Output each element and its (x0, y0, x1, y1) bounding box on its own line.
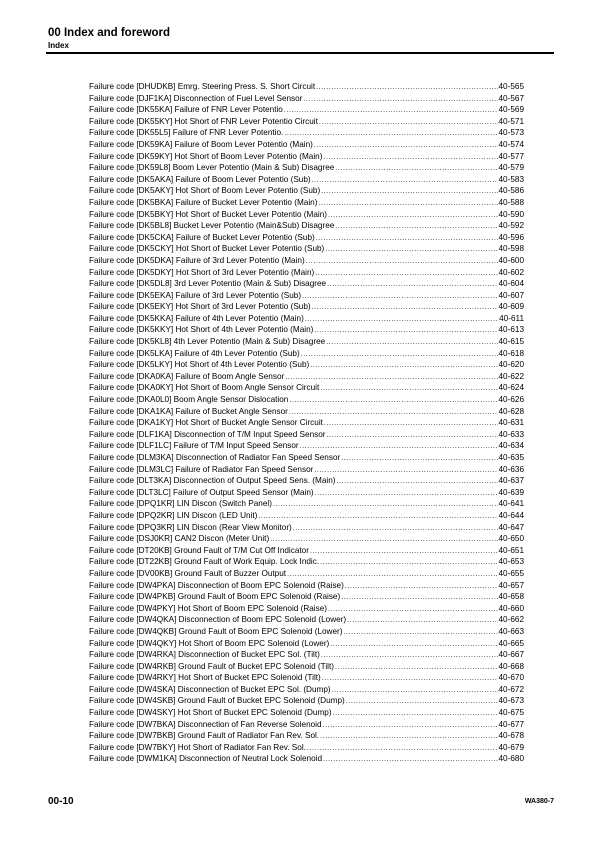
index-entry[interactable] (89, 707, 524, 719)
dot-leader (315, 488, 498, 500)
index-entry[interactable] (89, 417, 524, 429)
entry-title: Failure code [DT22KB] Ground Fault of Work Equip. Lock Indic. (89, 557, 320, 567)
entry-page-number: 40-636 (498, 464, 524, 474)
entry-page-number: 40-615 (498, 337, 524, 347)
dot-leader (307, 743, 498, 755)
entry-page-number: 40-653 (498, 557, 524, 567)
entry-title: Failure code [DSJ0KR] CAN2 Discon (Meter Unit) (89, 534, 270, 544)
entry-title: Failure code [DW4SKA] Disconnection of Bucket EPC Sol. (Dump) (89, 684, 331, 694)
entry-title: Failure code [DK5AKA] Failure of Boom Lever Potentio (Sub) (89, 174, 311, 184)
index-entry[interactable] (89, 614, 524, 626)
entry-page-number: 40-679 (498, 742, 524, 752)
index-entry[interactable] (89, 324, 524, 336)
index-entry[interactable] (89, 695, 524, 707)
entry-page-number: 40-626 (498, 395, 524, 405)
entry-page-number: 40-635 (498, 453, 524, 462)
entry-title: Failure code [DKA1KA] Failure of Bucket Angle Sensor (89, 406, 288, 416)
index-entry[interactable] (89, 290, 524, 302)
entry-title: Failure code [DK55KA] Failure of FNR Lever Potentio (89, 105, 283, 115)
entry-page-number: 40-650 (498, 534, 524, 544)
entry-title: Failure code [DWM1KA] Disconnection of Neutral Lock Solenoid (89, 754, 322, 764)
entry-title: Failure code [DKA1KY] Hot Short of Bucket Angle Sensor Circuit (89, 418, 323, 428)
entry-title: Failure code [DLF1LC] Failure of T/M Input Speed Sensor (89, 441, 299, 451)
entry-page-number: 40-624 (498, 383, 524, 393)
dot-leader (314, 465, 497, 477)
index-entry[interactable] (89, 545, 524, 557)
index-entry[interactable] (89, 371, 524, 383)
entry-title: Failure code [DK5DKA] Failure of 3rd Lever Potentio (Main) (89, 255, 305, 265)
index-entry[interactable] (89, 162, 524, 174)
dot-leader (284, 128, 497, 140)
dot-leader (327, 430, 498, 442)
index-entry[interactable] (89, 580, 524, 592)
entry-page-number: 40-607 (498, 290, 524, 300)
entry-page-number: 40-571 (498, 116, 524, 126)
index-entry[interactable] (89, 452, 524, 464)
entry-title: Failure code [DW4RKB] Ground Fault of Bucket EPC Solenoid (Tilt) (89, 661, 334, 671)
entry-title: Failure code [DLT3LC] Failure of Output Speed Sensor (Main) (89, 487, 314, 497)
entry-title: Failure code [DK59KA] Failure of Boom Lever Potentio (Main) (89, 139, 313, 149)
entry-title: Failure code [DLT3KA] Disconnection of Output Speed Sens. (Main) (89, 476, 336, 486)
entry-page-number: 40-613 (498, 325, 524, 335)
entry-page-number: 40-611 (499, 313, 524, 323)
dot-leader (347, 615, 497, 627)
dot-leader (316, 233, 498, 245)
index-entry[interactable] (89, 591, 524, 603)
entry-title: Failure code [DK5BKA] Failure of Bucket Lever Potentio (Main) (89, 197, 318, 207)
dot-leader (321, 186, 497, 198)
entry-page-number: 40-573 (498, 128, 524, 138)
entry-page-number: 40-670 (498, 673, 524, 683)
dot-leader (341, 592, 497, 604)
entry-page-number: 40-609 (498, 302, 524, 312)
entry-page-number: 40-586 (498, 186, 524, 196)
dot-leader (323, 754, 498, 766)
chapter-title: 00 Index and foreword (48, 27, 171, 39)
index-entry[interactable] (89, 313, 524, 325)
entry-page-number: 40-641 (498, 499, 524, 509)
entry-title: Failure code [DW7BKB] Ground Fault of Radiator Fan Rev. Sol. (89, 731, 320, 741)
index-entry[interactable] (89, 93, 524, 105)
entry-page-number: 40-590 (498, 209, 524, 219)
entry-title: Failure code [DK55KY] Hot Short of FNR Lever Potentio Circuit (89, 116, 318, 126)
dot-leader (320, 383, 497, 395)
dot-leader (305, 314, 498, 326)
dot-leader (323, 720, 498, 732)
dot-leader (315, 268, 497, 280)
dot-leader (314, 325, 497, 337)
index-entry[interactable] (89, 684, 524, 696)
entry-title: Failure code [DPQ1KR] LIN Discon (Switch Panel) (89, 499, 272, 509)
entry-page-number: 40-618 (498, 348, 524, 358)
index-entry[interactable] (89, 301, 524, 313)
entry-page-number: 40-655 (498, 568, 524, 578)
entry-title: Failure code [DKA0KY] Hot Short of Boom Angle Sensor Circuit (89, 383, 320, 393)
dot-leader (293, 523, 498, 535)
index-entry[interactable] (89, 139, 524, 151)
index-entry[interactable] (89, 185, 524, 197)
index-entry[interactable] (89, 753, 524, 765)
entry-title: Failure code [DW4PKY] Hot Short of Boom EPC Solenoid (Raise) (89, 603, 327, 613)
entry-title: Failure code [DK55L5] Failure of FNR Lever Potentio. (89, 128, 284, 138)
entry-title: Failure code [DHUDKB] Emrg. Steering Press. S. Short Circuit (89, 82, 316, 91)
dot-leader (335, 163, 497, 175)
index-entry[interactable] (89, 638, 524, 650)
index-entry[interactable] (89, 116, 524, 128)
dot-leader (302, 291, 497, 303)
index-entry[interactable] (89, 348, 524, 360)
index-entry[interactable] (89, 742, 524, 754)
entry-title: Failure code [DK59L8] Boom Lever Potentio (Main & Sub) Disagree (89, 163, 335, 173)
entry-page-number: 40-588 (498, 197, 524, 207)
index-entry[interactable] (89, 174, 524, 186)
entry-page-number: 40-577 (498, 151, 524, 161)
entry-title: Failure code [DK5BL8] Bucket Lever Potentio (Main&Sub) Disagree (89, 221, 335, 231)
entry-page-number: 40-569 (498, 105, 524, 115)
dot-leader (335, 221, 497, 233)
entry-title: Failure code [DW4PKA] Disconnection of Boom EPC Solenoid (Raise) (89, 580, 344, 590)
entry-page-number: 40-604 (498, 279, 524, 289)
dot-leader (330, 639, 497, 651)
entry-page-number: 40-596 (498, 232, 524, 242)
entry-title: Failure code [DK5LKA] Failure of 4th Lever Potentio (Sub) (89, 348, 300, 358)
index-entry[interactable] (89, 498, 524, 510)
dot-leader (320, 731, 497, 743)
entry-page-number: 40-583 (498, 174, 524, 184)
index-entry[interactable] (89, 278, 524, 290)
entry-title: Failure code [DK5KKA] Failure of 4th Lever Potentio (Main) (89, 313, 304, 323)
dot-leader (321, 650, 498, 662)
index-entry[interactable] (89, 406, 524, 418)
index-entry[interactable] (89, 626, 524, 638)
index-entry[interactable] (89, 719, 524, 731)
dot-leader (318, 198, 497, 210)
dot-leader (301, 349, 498, 361)
entry-title: Failure code [DKA0L0] Boom Angle Sensor Dislocation (89, 395, 289, 405)
entry-title: Failure code [DK5CKY] Hot Short of Bucket Lever Potentio (Sub) (89, 244, 325, 254)
entry-page-number: 40-668 (498, 661, 524, 671)
dot-leader (333, 708, 498, 720)
entry-title: Failure code [DK5KL8] 4th Lever Potentio (Main & Sub) Disagree (89, 337, 326, 347)
entry-title: Failure code [DW7BKA] Disconnection of Fan Reverse Solenoid (89, 719, 322, 729)
entry-title: Failure code [DJF1KA] Disconnection of Fuel Level Sensor (89, 93, 303, 103)
dot-leader (273, 499, 498, 511)
dot-leader (312, 302, 498, 314)
dot-leader (320, 557, 497, 569)
index-entry[interactable] (89, 197, 524, 209)
index-entry[interactable] (89, 232, 524, 244)
dot-leader (335, 662, 498, 674)
dot-leader (310, 546, 498, 558)
index-entry[interactable] (89, 510, 524, 522)
entry-title: Failure code [DW4SKB] Ground Fault of Bucket EPC Solenoid (Dump) (89, 696, 345, 706)
entry-title: Failure code [DW4QKA] Disconnection of Boom EPC Solenoid (Lower) (89, 615, 347, 625)
dot-leader (325, 244, 497, 256)
section-subtitle: Index (48, 41, 69, 50)
entry-title: Failure code [DW4QKB] Ground Fault of Boom EPC Solenoid (Lower) (89, 626, 343, 636)
entry-title: Failure code [DK5CKA] Failure of Bucket Lever Potentio (Sub) (89, 232, 315, 242)
entry-title: Failure code [DLM3LC] Failure of Radiator Fan Speed Sensor (89, 464, 314, 474)
dot-leader (319, 117, 498, 129)
index-entry[interactable] (89, 464, 524, 476)
entry-page-number: 40-567 (498, 93, 524, 103)
entry-page-number: 40-602 (498, 267, 524, 277)
dot-leader (346, 696, 498, 708)
entry-page-number: 40-680 (498, 754, 524, 764)
entry-page-number: 40-598 (498, 244, 524, 254)
index-entry[interactable] (89, 487, 524, 499)
entry-title: Failure code [DPQ2KR] LIN Discon (LED Unit) (89, 510, 258, 520)
entry-title: Failure code [DW7BKY] Hot Short of Radiator Fan Rev. Sol. (89, 742, 306, 752)
entry-page-number: 40-657 (498, 580, 524, 590)
entry-page-number: 40-592 (498, 221, 524, 231)
entry-page-number: 40-658 (498, 592, 524, 602)
index-entry[interactable] (89, 429, 524, 441)
dot-leader (341, 453, 497, 465)
index-entry[interactable] (89, 336, 524, 348)
entry-title: Failure code [DW4RKA] Disconnection of Bucket EPC Sol. (Tilt) (89, 650, 320, 660)
index-entry[interactable] (89, 603, 524, 615)
dot-leader (343, 627, 497, 639)
index-entry[interactable] (89, 220, 524, 232)
entry-title: Failure code [DW4RKY] Hot Short of Bucket EPC Solenoid (Tilt) (89, 673, 321, 683)
entry-page-number: 40-651 (498, 545, 524, 555)
index-entry[interactable] (89, 151, 524, 163)
entry-page-number: 40-663 (498, 626, 524, 636)
dot-leader (337, 476, 498, 488)
entry-title: Failure code [DK5DL8] 3rd Lever Potentio (Main & Sub) Disagree (89, 279, 327, 289)
entry-page-number: 40-644 (498, 510, 524, 520)
entry-title: Failure code [DW4QKY] Hot Short of Boom EPC Solenoid (Lower) (89, 638, 330, 648)
dot-leader (303, 94, 497, 106)
entry-page-number: 40-639 (498, 487, 524, 497)
entry-page-number: 40-600 (498, 255, 524, 265)
index-entry[interactable] (89, 382, 524, 394)
entry-title: Failure code [DK5LKY] Hot Short of 4th Lever Potentio (Sub) (89, 360, 310, 370)
index-entry[interactable] (89, 672, 524, 684)
entry-page-number: 40-662 (498, 615, 524, 625)
index-entry[interactable] (89, 394, 524, 406)
entry-title: Failure code [DV00KB] Ground Fault of Buzzer Output (89, 568, 287, 578)
dot-leader (323, 152, 497, 164)
entry-page-number: 40-667 (498, 650, 524, 660)
index-entry[interactable] (89, 255, 524, 267)
dot-leader (310, 360, 497, 372)
entry-page-number: 40-637 (498, 476, 524, 486)
entry-title: Failure code [DK5EKY] Hot Short of 3rd Lever Potentio (Sub) (89, 302, 311, 312)
entry-page-number: 40-678 (498, 731, 524, 741)
entry-page-number: 40-579 (498, 163, 524, 173)
index-entry[interactable] (89, 568, 524, 580)
index-entry[interactable] (89, 661, 524, 673)
entry-title: Failure code [DPQ3KR] LIN Discon (Rear View Monitor) (89, 522, 292, 532)
index-entry[interactable] (89, 267, 524, 279)
index-list (89, 81, 524, 765)
entry-page-number: 40-565 (498, 82, 524, 91)
entry-page-number: 40-673 (498, 696, 524, 706)
entry-page-number: 40-660 (498, 603, 524, 613)
index-entry[interactable] (89, 522, 524, 534)
entry-page-number: 40-634 (498, 441, 524, 451)
index-entry[interactable] (89, 556, 524, 568)
index-entry[interactable] (89, 104, 524, 116)
entry-title: Failure code [DT20KB] Ground Fault of T/M Cut Off Indicator (89, 545, 309, 555)
index-entry[interactable] (89, 127, 524, 139)
dot-leader (312, 175, 498, 187)
dot-leader (316, 82, 497, 94)
entry-page-number: 40-631 (498, 418, 524, 428)
entry-page-number: 40-628 (498, 406, 524, 416)
entry-title: Failure code [DLF1KA] Disconnection of T/M Input Speed Sensor (89, 429, 326, 439)
entry-page-number: 40-620 (498, 360, 524, 370)
entry-page-number: 40-574 (498, 139, 524, 149)
index-entry[interactable] (89, 440, 524, 452)
entry-title: Failure code [DK5BKY] Hot Short of Bucket Lever Potentio (Main) (89, 209, 328, 219)
entry-title: Failure code [DK5AKY] Hot Short of Boom Lever Potentio (Sub) (89, 186, 321, 196)
entry-title: Failure code [DK5KKY] Hot Short of 4th Lever Potentio (Main) (89, 325, 314, 335)
dot-leader (326, 337, 497, 349)
entry-title: Failure code [DK5EKA] Failure of 3rd Lever Potentio (Sub) (89, 290, 302, 300)
index-entry[interactable] (89, 533, 524, 545)
entry-page-number: 40-622 (498, 371, 524, 381)
index-entry[interactable] (89, 81, 524, 93)
index-entry[interactable] (89, 730, 524, 742)
dot-leader (327, 279, 497, 291)
dot-leader (322, 673, 498, 685)
index-entry[interactable] (89, 359, 524, 371)
page-number: 00-10 (48, 796, 74, 807)
header-divider (46, 52, 554, 54)
entry-title: Failure code [DW4PKB] Ground Fault of Boom EPC Solenoid (Raise) (89, 592, 341, 602)
entry-page-number: 40-675 (498, 708, 524, 718)
dot-leader (328, 604, 498, 616)
entry-page-number: 40-677 (498, 719, 524, 729)
entry-page-number: 40-672 (498, 684, 524, 694)
dot-leader (289, 395, 497, 407)
entry-title: Failure code [DK59KY] Hot Short of Boom Lever Potentio (Main) (89, 151, 323, 161)
dot-leader (306, 256, 498, 268)
entry-title: Failure code [DK5DKY] Hot Short of 3rd Lever Potentio (Main) (89, 267, 315, 277)
entry-page-number: 40-647 (498, 522, 524, 532)
entry-title: Failure code [DW4SKY] Hot Short of Bucket EPC Solenoid (Dump) (89, 708, 332, 718)
entry-title: Failure code [DLM3KA] Disconnection of Radiator Fan Speed Sensor (89, 453, 341, 462)
entry-title: Failure code [DKA0KA] Failure of Boom Angle Sensor (89, 371, 285, 381)
dot-leader (258, 511, 497, 523)
entry-page-number: 40-665 (498, 638, 524, 648)
index-entry[interactable] (89, 475, 524, 487)
dot-leader (324, 418, 498, 430)
dot-leader (314, 140, 498, 152)
dot-leader (345, 581, 498, 593)
index-entry[interactable] (89, 243, 524, 255)
index-entry[interactable] (89, 649, 524, 661)
dot-leader (328, 210, 497, 222)
index-entry[interactable] (89, 209, 524, 221)
dot-leader (332, 685, 498, 697)
model-code: WA380-7 (524, 798, 554, 805)
entry-page-number: 40-633 (498, 429, 524, 439)
